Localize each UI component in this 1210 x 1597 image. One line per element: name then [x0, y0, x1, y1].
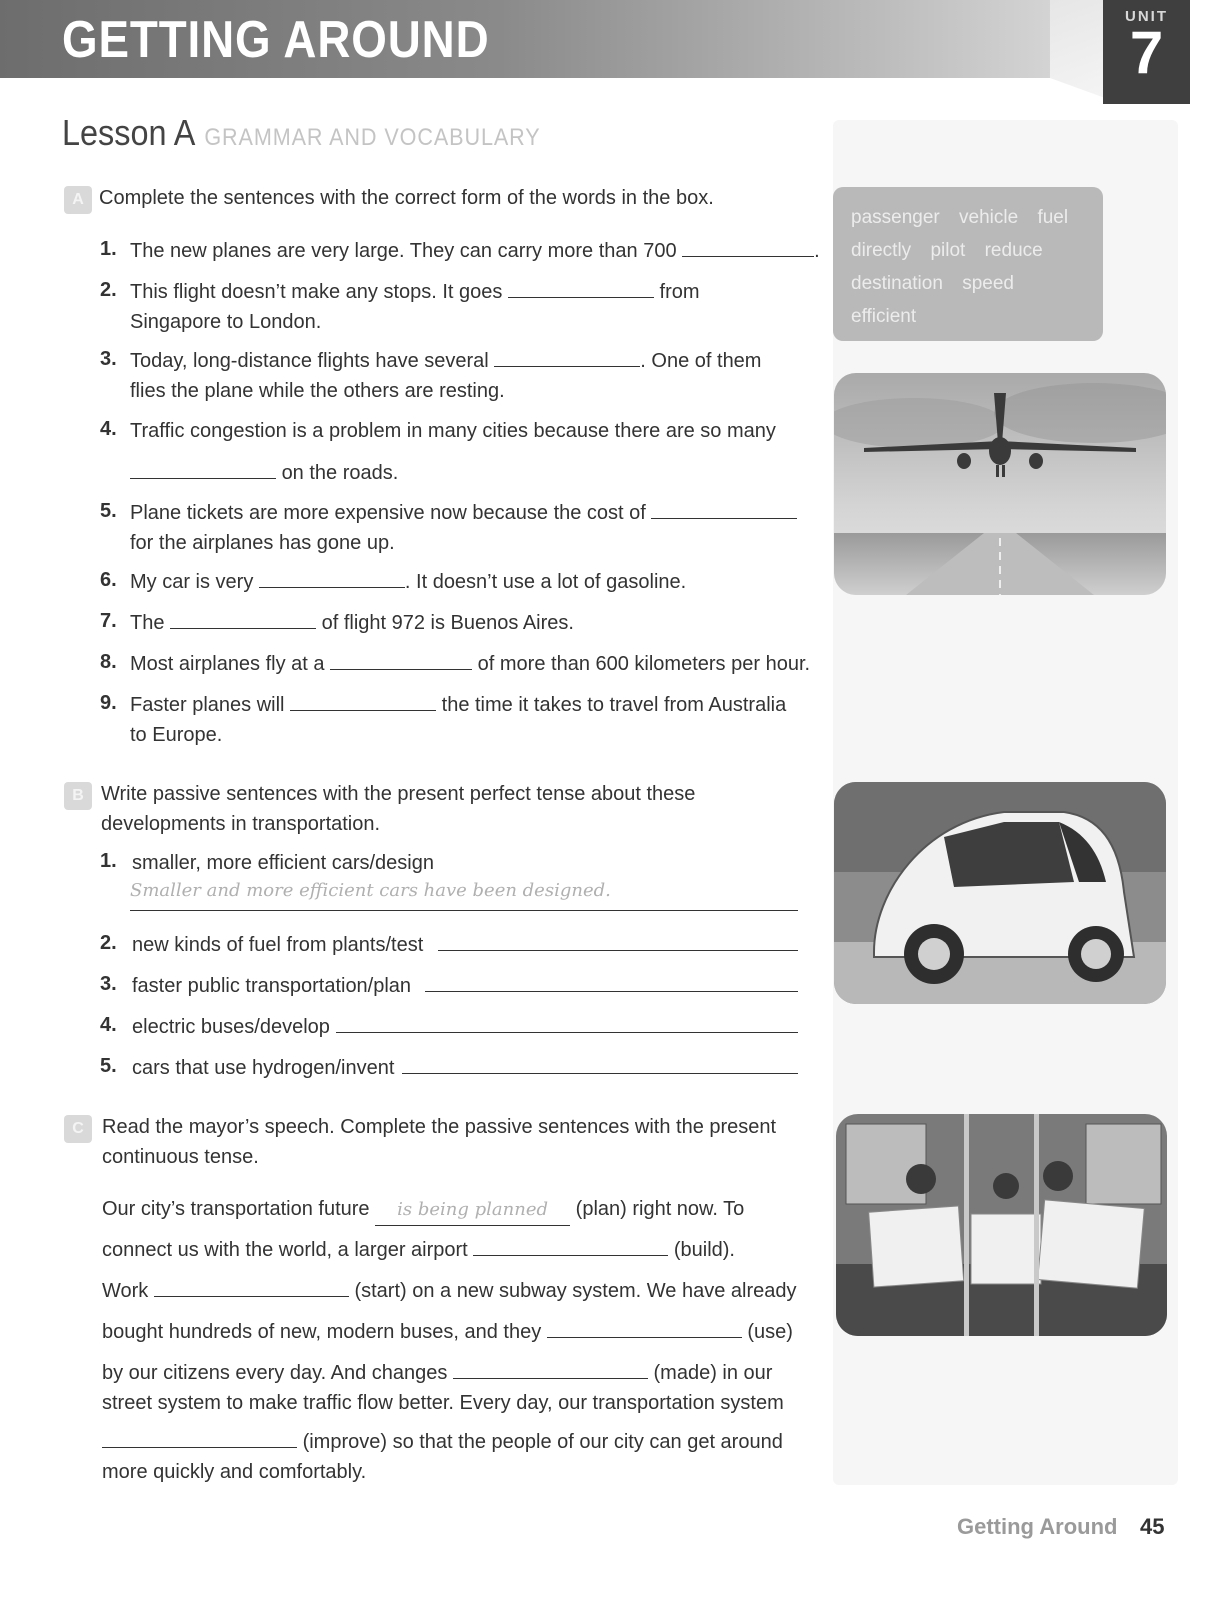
car-photo — [834, 782, 1166, 1004]
item-prompt: electric buses/develop — [132, 1016, 330, 1038]
item-number: 5. — [100, 500, 117, 522]
answer-blank[interactable] — [154, 1278, 349, 1297]
speech-text: connect us with the world, a larger airport — [102, 1239, 468, 1261]
section-b-instruction — [101, 779, 695, 839]
item-text: from — [659, 281, 700, 303]
item-number: 2. — [100, 932, 117, 954]
item-number: 3. — [100, 973, 117, 995]
word-item: fuel — [1037, 207, 1069, 228]
airplane-image — [834, 373, 1166, 595]
answer-line[interactable] — [130, 880, 798, 911]
answer-blank[interactable] — [102, 1429, 297, 1448]
word-item: reduce — [984, 240, 1043, 261]
exercise-item — [130, 236, 820, 266]
word-item: vehicle — [959, 207, 1019, 228]
exercise-item — [130, 690, 786, 750]
word-box — [833, 187, 1103, 341]
speech-text: (start) on a new subway system. We have already — [354, 1280, 797, 1302]
item-number: 9. — [100, 692, 117, 714]
item-text: Singapore to London. — [130, 311, 322, 333]
exercise-item — [130, 567, 686, 597]
subway-photo — [836, 1114, 1167, 1336]
speech-line — [102, 1235, 735, 1265]
speech-text: (improve) so that the people of our city can get around — [302, 1431, 783, 1453]
item-prompt: new kinds of fuel from plants/test — [132, 934, 424, 956]
item-number: 5. — [100, 1055, 117, 1077]
speech-text: (made) in our — [653, 1362, 773, 1384]
item-text: . — [814, 240, 820, 262]
answer-blank[interactable] — [130, 460, 276, 479]
answer-blank[interactable] — [651, 500, 797, 519]
item-text: of flight 972 is Buenos Aires. — [321, 612, 574, 634]
answer-blank[interactable] — [547, 1319, 742, 1338]
item-number: 4. — [100, 1014, 117, 1036]
speech-text: Work — [102, 1280, 149, 1302]
speech-text: by our citizens every day. And changes — [102, 1362, 448, 1384]
item-text: The — [130, 612, 165, 634]
item-number: 8. — [100, 651, 117, 673]
exercise-item-continued — [130, 458, 398, 488]
item-text: . It doesn’t use a lot of gasoline. — [404, 571, 687, 593]
item-text: Faster planes will — [130, 694, 285, 716]
exercise-item — [130, 346, 761, 406]
exercise-item — [130, 498, 797, 558]
item-prompt: cars that use hydrogen/invent — [132, 1057, 395, 1079]
item-text: . One of them — [640, 350, 762, 372]
word-item: pilot — [930, 240, 966, 261]
item-text: to Europe. — [130, 724, 223, 746]
exercise-item — [130, 608, 574, 638]
answer-line[interactable] — [438, 950, 798, 951]
answer-line[interactable] — [402, 1073, 798, 1074]
item-text: The new planes are very large. They can carry more than 700 — [130, 240, 677, 262]
unit-title: GETTING AROUND — [62, 11, 490, 69]
item-number: 3. — [100, 348, 117, 370]
item-text: Most airplanes fly at a — [130, 653, 325, 675]
item-prompt: faster public transportation/plan — [132, 975, 412, 997]
answer-blank[interactable] — [682, 238, 814, 257]
unit-label: UNIT — [1125, 8, 1168, 25]
exercise-item — [130, 416, 776, 446]
speech-line — [102, 1427, 783, 1487]
answer-line[interactable] — [336, 1032, 798, 1033]
speech-text: street system to make traffic flow better. Every day, our transportation system — [102, 1392, 784, 1414]
word-item: destination — [851, 273, 943, 294]
exercise-item — [132, 1012, 330, 1042]
instruction-line: Read the mayor’s speech. Complete the passive sentences with the present — [102, 1116, 777, 1138]
exercise-item — [130, 649, 810, 679]
answer-blank[interactable] — [375, 1194, 570, 1226]
instruction-line: Write passive sentences with the present perfect tense about these — [101, 783, 696, 805]
word-item: speed — [962, 273, 1014, 294]
exercise-item — [130, 277, 700, 337]
word-item: passenger — [851, 207, 940, 228]
unit-number: 7 — [1129, 19, 1164, 86]
answer-blank[interactable] — [494, 348, 640, 367]
item-number: 1. — [100, 850, 117, 872]
item-text: Plane tickets are more expensive now because the cost of — [130, 502, 646, 524]
word-item: directly — [851, 240, 912, 261]
section-a-instruction: Complete the sentences with the correct form of the words in the box. — [99, 187, 714, 209]
speech-text: more quickly and comfortably. — [102, 1461, 367, 1483]
answer-blank[interactable] — [453, 1360, 648, 1379]
answer-blank[interactable] — [330, 651, 472, 670]
item-text: This flight doesn’t make any stops. It goes — [130, 281, 503, 303]
speech-text: (build). — [673, 1239, 735, 1261]
speech-text: bought hundreds of new, modern buses, and they — [102, 1321, 542, 1343]
item-number: 4. — [100, 418, 117, 440]
answer-blank[interactable] — [259, 569, 405, 588]
item-text: Traffic congestion is a problem in many cities because there are so many — [130, 420, 776, 442]
speech-text: (use) — [747, 1321, 793, 1343]
car-image — [834, 782, 1166, 1004]
item-text: My car is very — [130, 571, 254, 593]
instruction-line: continuous tense. — [102, 1146, 259, 1168]
item-text: for the airplanes has gone up. — [130, 532, 395, 554]
answer-blank[interactable] — [508, 279, 654, 298]
instruction-line: developments in transportation. — [101, 813, 381, 835]
answer-line[interactable] — [425, 991, 798, 992]
exercise-item — [132, 930, 423, 960]
answer-blank[interactable] — [290, 692, 436, 711]
answer-blank[interactable] — [170, 610, 316, 629]
item-prompt: smaller, more efficient cars/design — [132, 852, 434, 874]
speech-line — [102, 1358, 784, 1418]
lesson-title: Lesson A — [62, 112, 196, 153]
item-number: 6. — [100, 569, 117, 591]
footer-title: Getting Around — [957, 1514, 1118, 1539]
lesson-subtitle: GRAMMAR AND VOCABULARY — [204, 124, 541, 151]
item-number: 1. — [100, 238, 117, 260]
item-text: flies the plane while the others are resting. — [130, 380, 505, 402]
sample-answer: Smaller and more efficient cars have been designed. — [130, 880, 611, 901]
subway-image — [836, 1114, 1167, 1336]
unit-badge — [1103, 0, 1190, 104]
item-text: the time it takes to travel from Australia — [441, 694, 787, 716]
word-item: efficient — [851, 306, 917, 327]
sample-answer: is being planned — [397, 1199, 549, 1220]
speech-text: Our city’s transportation future — [102, 1198, 370, 1220]
item-number: 2. — [100, 279, 117, 301]
speech-line — [102, 1276, 796, 1306]
answer-blank[interactable] — [473, 1237, 668, 1256]
page-number: 45 — [1140, 1514, 1165, 1539]
lesson-heading — [62, 112, 541, 154]
exercise-item — [132, 1053, 394, 1083]
section-b-badge: B — [64, 782, 92, 810]
speech-text: (plan) right now. To — [575, 1198, 745, 1220]
item-number: 7. — [100, 610, 117, 632]
speech-line — [102, 1317, 793, 1347]
airplane-photo — [834, 373, 1166, 595]
section-c-badge: C — [64, 1115, 92, 1143]
item-text: Today, long-distance flights have several — [130, 350, 489, 372]
section-a-badge: A — [64, 186, 92, 214]
exercise-item — [132, 848, 434, 878]
exercise-item — [132, 971, 411, 1001]
item-text: of more than 600 kilometers per hour. — [477, 653, 811, 675]
speech-line — [102, 1194, 744, 1226]
section-c-instruction — [102, 1112, 776, 1172]
item-text: on the roads. — [281, 462, 399, 484]
